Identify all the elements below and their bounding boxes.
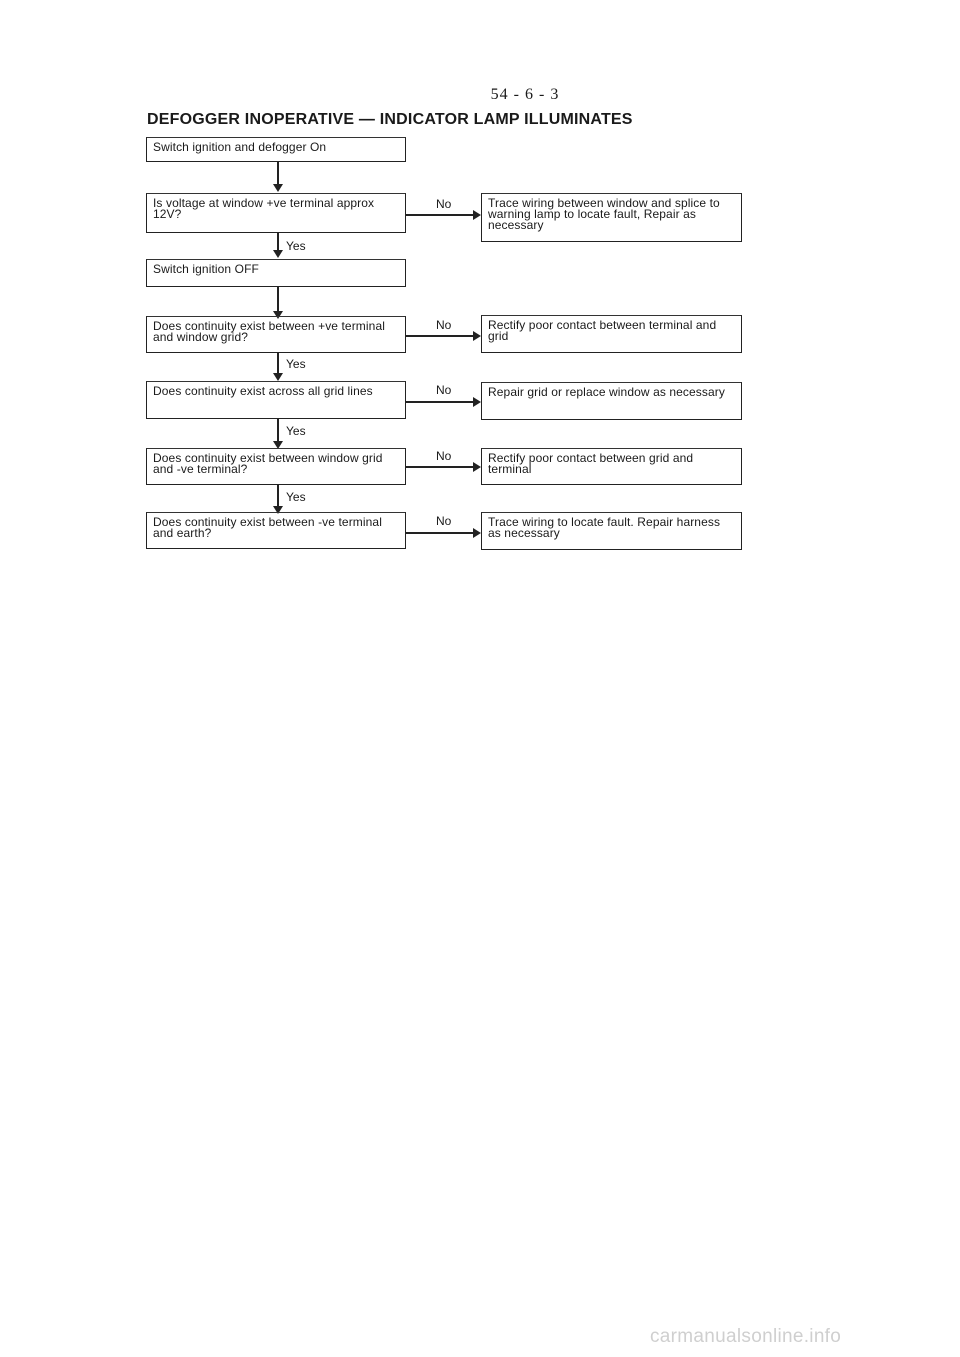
flow-question-3: Does continuity exist across all grid lines [146,381,406,419]
connector-q3-yes [277,419,279,442]
label-no: No [436,197,452,211]
connector-q4-yes [277,485,279,507]
label-yes: Yes [286,239,306,253]
flow-question-2: Does continuity exist between +ve terminal and window grid? [146,316,406,353]
arrow-down-icon [273,373,283,381]
connector-q4-no [406,466,474,468]
arrow-right-icon [473,397,481,407]
flow-action-5: Trace wiring to locate fault. Repair harness as necessary [481,512,742,550]
connector-q1-yes [277,233,279,251]
arrow-down-icon [273,250,283,258]
label-yes: Yes [286,357,306,371]
flow-action-3: Repair grid or replace window as necessary [481,382,742,420]
flow-step-switch-off: Switch ignition OFF [146,259,406,287]
label-no: No [436,514,452,528]
flow-action-4: Rectify poor contact between grid and terminal [481,448,742,485]
flow-question-5: Does continuity exist between -ve terminal and earth? [146,512,406,549]
flow-action-1: Trace wiring between window and splice to warning lamp to locate fault, Repair as necessary [481,193,742,242]
label-yes: Yes [286,424,306,438]
flow-step-start: Switch ignition and defogger On [146,137,406,162]
page-heading: DEFOGGER INOPERATIVE — INDICATOR LAMP ILLUMINATES [147,111,633,128]
watermark: carmanualsonline.info [650,1326,842,1347]
connector-q2-yes [277,353,279,374]
connector-off-q2 [277,287,279,312]
label-no: No [436,383,452,397]
connector-q2-no [406,335,474,337]
arrow-right-icon [473,528,481,538]
label-no: No [436,318,452,332]
connector-start-q1 [277,162,279,185]
arrow-right-icon [473,210,481,220]
label-no: No [436,449,452,463]
flow-question-1: Is voltage at window +ve terminal approx 12V? [146,193,406,233]
arrow-down-icon [273,184,283,192]
page-number: 54 - 6 - 3 [490,86,560,103]
connector-q3-no [406,401,474,403]
arrow-right-icon [473,331,481,341]
label-yes: Yes [286,490,306,504]
connector-q1-no [406,214,474,216]
flow-question-4: Does continuity exist between window grid and -ve terminal? [146,448,406,485]
flow-action-2: Rectify poor contact between terminal and grid [481,315,742,353]
connector-q5-no [406,532,474,534]
arrow-right-icon [473,462,481,472]
